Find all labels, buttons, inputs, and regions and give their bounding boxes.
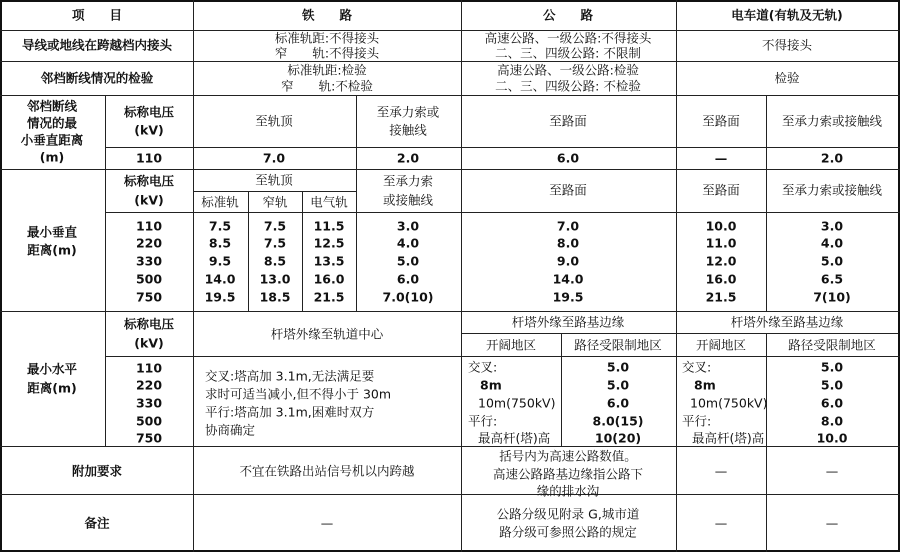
- vertical-to-rail-top: 至轨顶: [255, 172, 293, 188]
- horizontal-road-restricted-value: 5.0: [606, 377, 630, 393]
- horizontal-road-open-text: 交叉:: [468, 359, 498, 375]
- horizontal-tram-restricted-value: 6.0: [820, 395, 844, 411]
- horizontal-voltage-label: 标称电压: [123, 316, 175, 332]
- vertical-tram-catenary: 7(10): [813, 289, 851, 305]
- joint-railway-standard: 标准轨距:不得接头: [274, 30, 380, 46]
- vertical-road: 14.0: [552, 271, 584, 287]
- horizontal-road-open-text: 平行:: [468, 413, 498, 429]
- vertical-road: 9.0: [556, 253, 580, 269]
- vertical-narrow: 13.0: [259, 271, 291, 287]
- vertical-narrow: 7.5: [263, 235, 287, 251]
- broken-value-tram-road: —: [714, 150, 728, 166]
- vertical-electric: 11.5: [313, 218, 345, 234]
- check-railway-standard: 标准轨距:检验: [287, 62, 367, 78]
- vertical-voltage: 220: [135, 235, 163, 251]
- vertical-voltage: 110: [135, 218, 163, 234]
- check-railway-narrow: 窄 轨:不检验: [281, 78, 373, 94]
- vertical-tram-road: 12.0: [705, 253, 737, 269]
- vertical-sub-electric: 电气轨: [310, 194, 348, 210]
- broken-value-road: 6.0: [556, 150, 580, 166]
- broken-value-rail: 7.0: [262, 150, 286, 166]
- vertical-catenary: 6.0: [396, 271, 420, 287]
- vertical-tram-catenary: 4.0: [820, 235, 844, 251]
- joint-label: 导线或地线在跨越档内接头: [21, 37, 173, 53]
- note-tram-b: —: [825, 515, 839, 531]
- horizontal-tram-restricted-value: 8.0: [820, 413, 844, 429]
- broken-value-tram-catenary: 2.0: [820, 150, 844, 166]
- horizontal-voltage: 220: [135, 377, 163, 393]
- horizontal-rail-text: 平行:塔高加 3.1m,困难时双方: [205, 404, 375, 420]
- extra-railway: 不宜在铁路出站信号机以内跨越: [239, 463, 415, 479]
- vertical-tram-to-road: 至路面: [702, 182, 740, 198]
- vertical-narrow: 7.5: [263, 218, 287, 234]
- broken-label-line2: 情况的最: [26, 115, 78, 131]
- horizontal-voltage: 330: [135, 395, 163, 411]
- note-label: 备注: [84, 515, 110, 531]
- broken-label-line3: 小垂直距离: [20, 132, 84, 148]
- vertical-catenary: 7.0(10): [382, 289, 434, 305]
- header-highway: 公 路: [542, 7, 594, 23]
- horizontal-voltage: 500: [135, 413, 163, 429]
- horizontal-label-line2: 距离(m): [27, 380, 77, 396]
- note-highway-line: 公路分级见附录 G,城市道: [496, 506, 640, 522]
- horizontal-label-line1: 最小水平: [26, 361, 78, 377]
- vertical-standard: 19.5: [204, 289, 236, 305]
- vertical-electric: 13.5: [313, 253, 345, 269]
- vertical-electric: 16.0: [313, 271, 345, 287]
- vertical-road: 7.0: [556, 218, 580, 234]
- vertical-voltage: 750: [135, 289, 163, 305]
- header-railway: 铁 路: [301, 7, 353, 23]
- broken-value-catenary: 2.0: [396, 150, 420, 166]
- vertical-tram-catenary: 5.0: [820, 253, 844, 269]
- vertical-voltage: 500: [135, 271, 163, 287]
- horizontal-voltage: 110: [135, 360, 163, 376]
- extra-highway-line: 括号内为高速公路数值。: [499, 448, 637, 464]
- horizontal-road-restricted: 路径受限制地区: [574, 337, 662, 353]
- horizontal-rail-text: 求时可适当减小,但不得小于 30m: [205, 386, 392, 402]
- note-highway-line: 路分级可参照公路的规定: [499, 524, 637, 540]
- horizontal-tram-open-text: 最高杆(塔)高: [692, 430, 765, 446]
- check-tram: 检验: [774, 70, 800, 86]
- broken-voltage-110: 110: [135, 150, 163, 166]
- joint-highway-other: 二、三、四级公路: 不限制: [495, 45, 641, 61]
- broken-label-line1: 邻档断线: [26, 98, 78, 114]
- joint-tram: 不得接头: [761, 37, 813, 53]
- vertical-tram-catenary: 3.0: [820, 218, 844, 234]
- horizontal-tram-header: 杆塔外缘至路基边缘: [730, 314, 844, 330]
- check-highway-expressway: 高速公路、一级公路:检验: [497, 62, 639, 78]
- horizontal-tram-restricted-value: 5.0: [820, 359, 844, 375]
- horizontal-rail-header: 杆塔外缘至轨道中心: [270, 326, 384, 342]
- broken-to-road: 至路面: [549, 113, 587, 129]
- vertical-voltage: 330: [135, 253, 163, 269]
- vertical-catenary: 3.0: [396, 218, 420, 234]
- vertical-sub-narrow: 窄轨: [262, 194, 288, 210]
- vertical-tram-road: 10.0: [705, 218, 737, 234]
- check-highway-other: 二、三、四级公路: 不检验: [495, 78, 641, 94]
- horizontal-tram-open-text: 10m(750kV): [690, 395, 768, 411]
- vertical-narrow: 8.5: [263, 253, 287, 269]
- horizontal-tram-open-text: 平行:: [682, 413, 712, 429]
- horizontal-road-restricted-value: 6.0: [606, 395, 630, 411]
- vertical-electric: 21.5: [313, 289, 345, 305]
- vertical-voltage-unit: (kV): [134, 192, 164, 208]
- vertical-voltage-label: 标称电压: [123, 173, 175, 189]
- horizontal-tram-restricted-value: 10.0: [816, 430, 848, 446]
- vertical-electric: 12.5: [313, 235, 345, 251]
- horizontal-tram-open: 开阔地区: [695, 337, 747, 353]
- extra-highway-line: 缘的排水沟: [536, 483, 600, 499]
- vertical-road: 19.5: [552, 289, 584, 305]
- vertical-tram-road: 16.0: [705, 271, 737, 287]
- vertical-standard: 9.5: [208, 253, 232, 269]
- vertical-label-line2: 距离(m): [27, 242, 77, 258]
- extra-tram-a: —: [714, 463, 728, 479]
- vertical-narrow: 18.5: [259, 289, 291, 305]
- vertical-to-catenary-2: 或接触线: [382, 192, 434, 208]
- broken-voltage-label: 标称电压: [123, 104, 175, 120]
- horizontal-tram-restricted-value: 5.0: [820, 377, 844, 393]
- broken-to-catenary-1: 至承力索或: [376, 104, 440, 120]
- note-tram-a: —: [714, 515, 728, 531]
- vertical-tram-catenary: 6.5: [820, 271, 844, 287]
- vertical-catenary: 4.0: [396, 235, 420, 251]
- horizontal-road-restricted-value: 10(20): [594, 430, 642, 446]
- vertical-sub-standard: 标准轨: [201, 194, 239, 210]
- horizontal-road-open-text: 最高杆(塔)高: [478, 430, 551, 446]
- broken-voltage-unit: (kV): [134, 122, 164, 138]
- horizontal-tram-restricted: 路径受限制地区: [788, 337, 876, 353]
- vertical-catenary: 5.0: [396, 253, 420, 269]
- horizontal-voltage: 750: [135, 430, 163, 446]
- broken-tram-to-road: 至路面: [702, 113, 740, 129]
- header-tram: 电车道(有轨及无轨): [731, 7, 843, 23]
- vertical-to-catenary-1: 至承力索: [382, 173, 434, 189]
- broken-to-rail-top: 至轨顶: [255, 113, 293, 129]
- horizontal-voltage-unit: (kV): [134, 335, 164, 351]
- note-railway: —: [320, 515, 334, 531]
- vertical-standard: 8.5: [208, 235, 232, 251]
- extra-highway-line: 高速公路路基边缘指公路下: [492, 466, 644, 482]
- horizontal-tram-open-text: 交叉:: [682, 359, 712, 375]
- vertical-tram-road: 21.5: [705, 289, 737, 305]
- broken-label-line4: (m): [39, 149, 65, 165]
- horizontal-road-open-text: 8m: [480, 377, 502, 393]
- horizontal-road-restricted-value: 5.0: [606, 359, 630, 375]
- vertical-standard: 7.5: [208, 218, 232, 234]
- joint-highway-expressway: 高速公路、一级公路:不得接头: [484, 30, 652, 46]
- vertical-label-line1: 最小垂直: [26, 224, 78, 240]
- horizontal-road-open-text: 10m(750kV): [478, 395, 556, 411]
- broken-tram-to-catenary: 至承力索或接触线: [781, 113, 883, 129]
- horizontal-tram-open-text: 8m: [694, 377, 716, 393]
- vertical-to-road: 至路面: [549, 182, 587, 198]
- extra-label: 附加要求: [71, 463, 123, 479]
- check-label: 邻档断线情况的检验: [40, 70, 154, 86]
- extra-tram-b: —: [825, 463, 839, 479]
- horizontal-rail-text: 交叉:塔高加 3.1m,无法满足要: [205, 368, 375, 384]
- horizontal-rail-text: 协商确定: [205, 422, 256, 438]
- vertical-tram-road: 11.0: [705, 235, 737, 251]
- vertical-road: 8.0: [556, 235, 580, 251]
- vertical-standard: 14.0: [204, 271, 236, 287]
- broken-to-catenary-2: 接触线: [389, 122, 427, 138]
- vertical-tram-to-catenary: 至承力索或接触线: [781, 182, 883, 198]
- horizontal-road-header: 杆塔外缘至路基边缘: [511, 314, 625, 330]
- header-item: 项 目: [71, 7, 123, 23]
- horizontal-road-restricted-value: 8.0(15): [592, 413, 644, 429]
- horizontal-road-open: 开阔地区: [485, 337, 537, 353]
- joint-railway-narrow: 窄 轨:不得接头: [274, 45, 380, 61]
